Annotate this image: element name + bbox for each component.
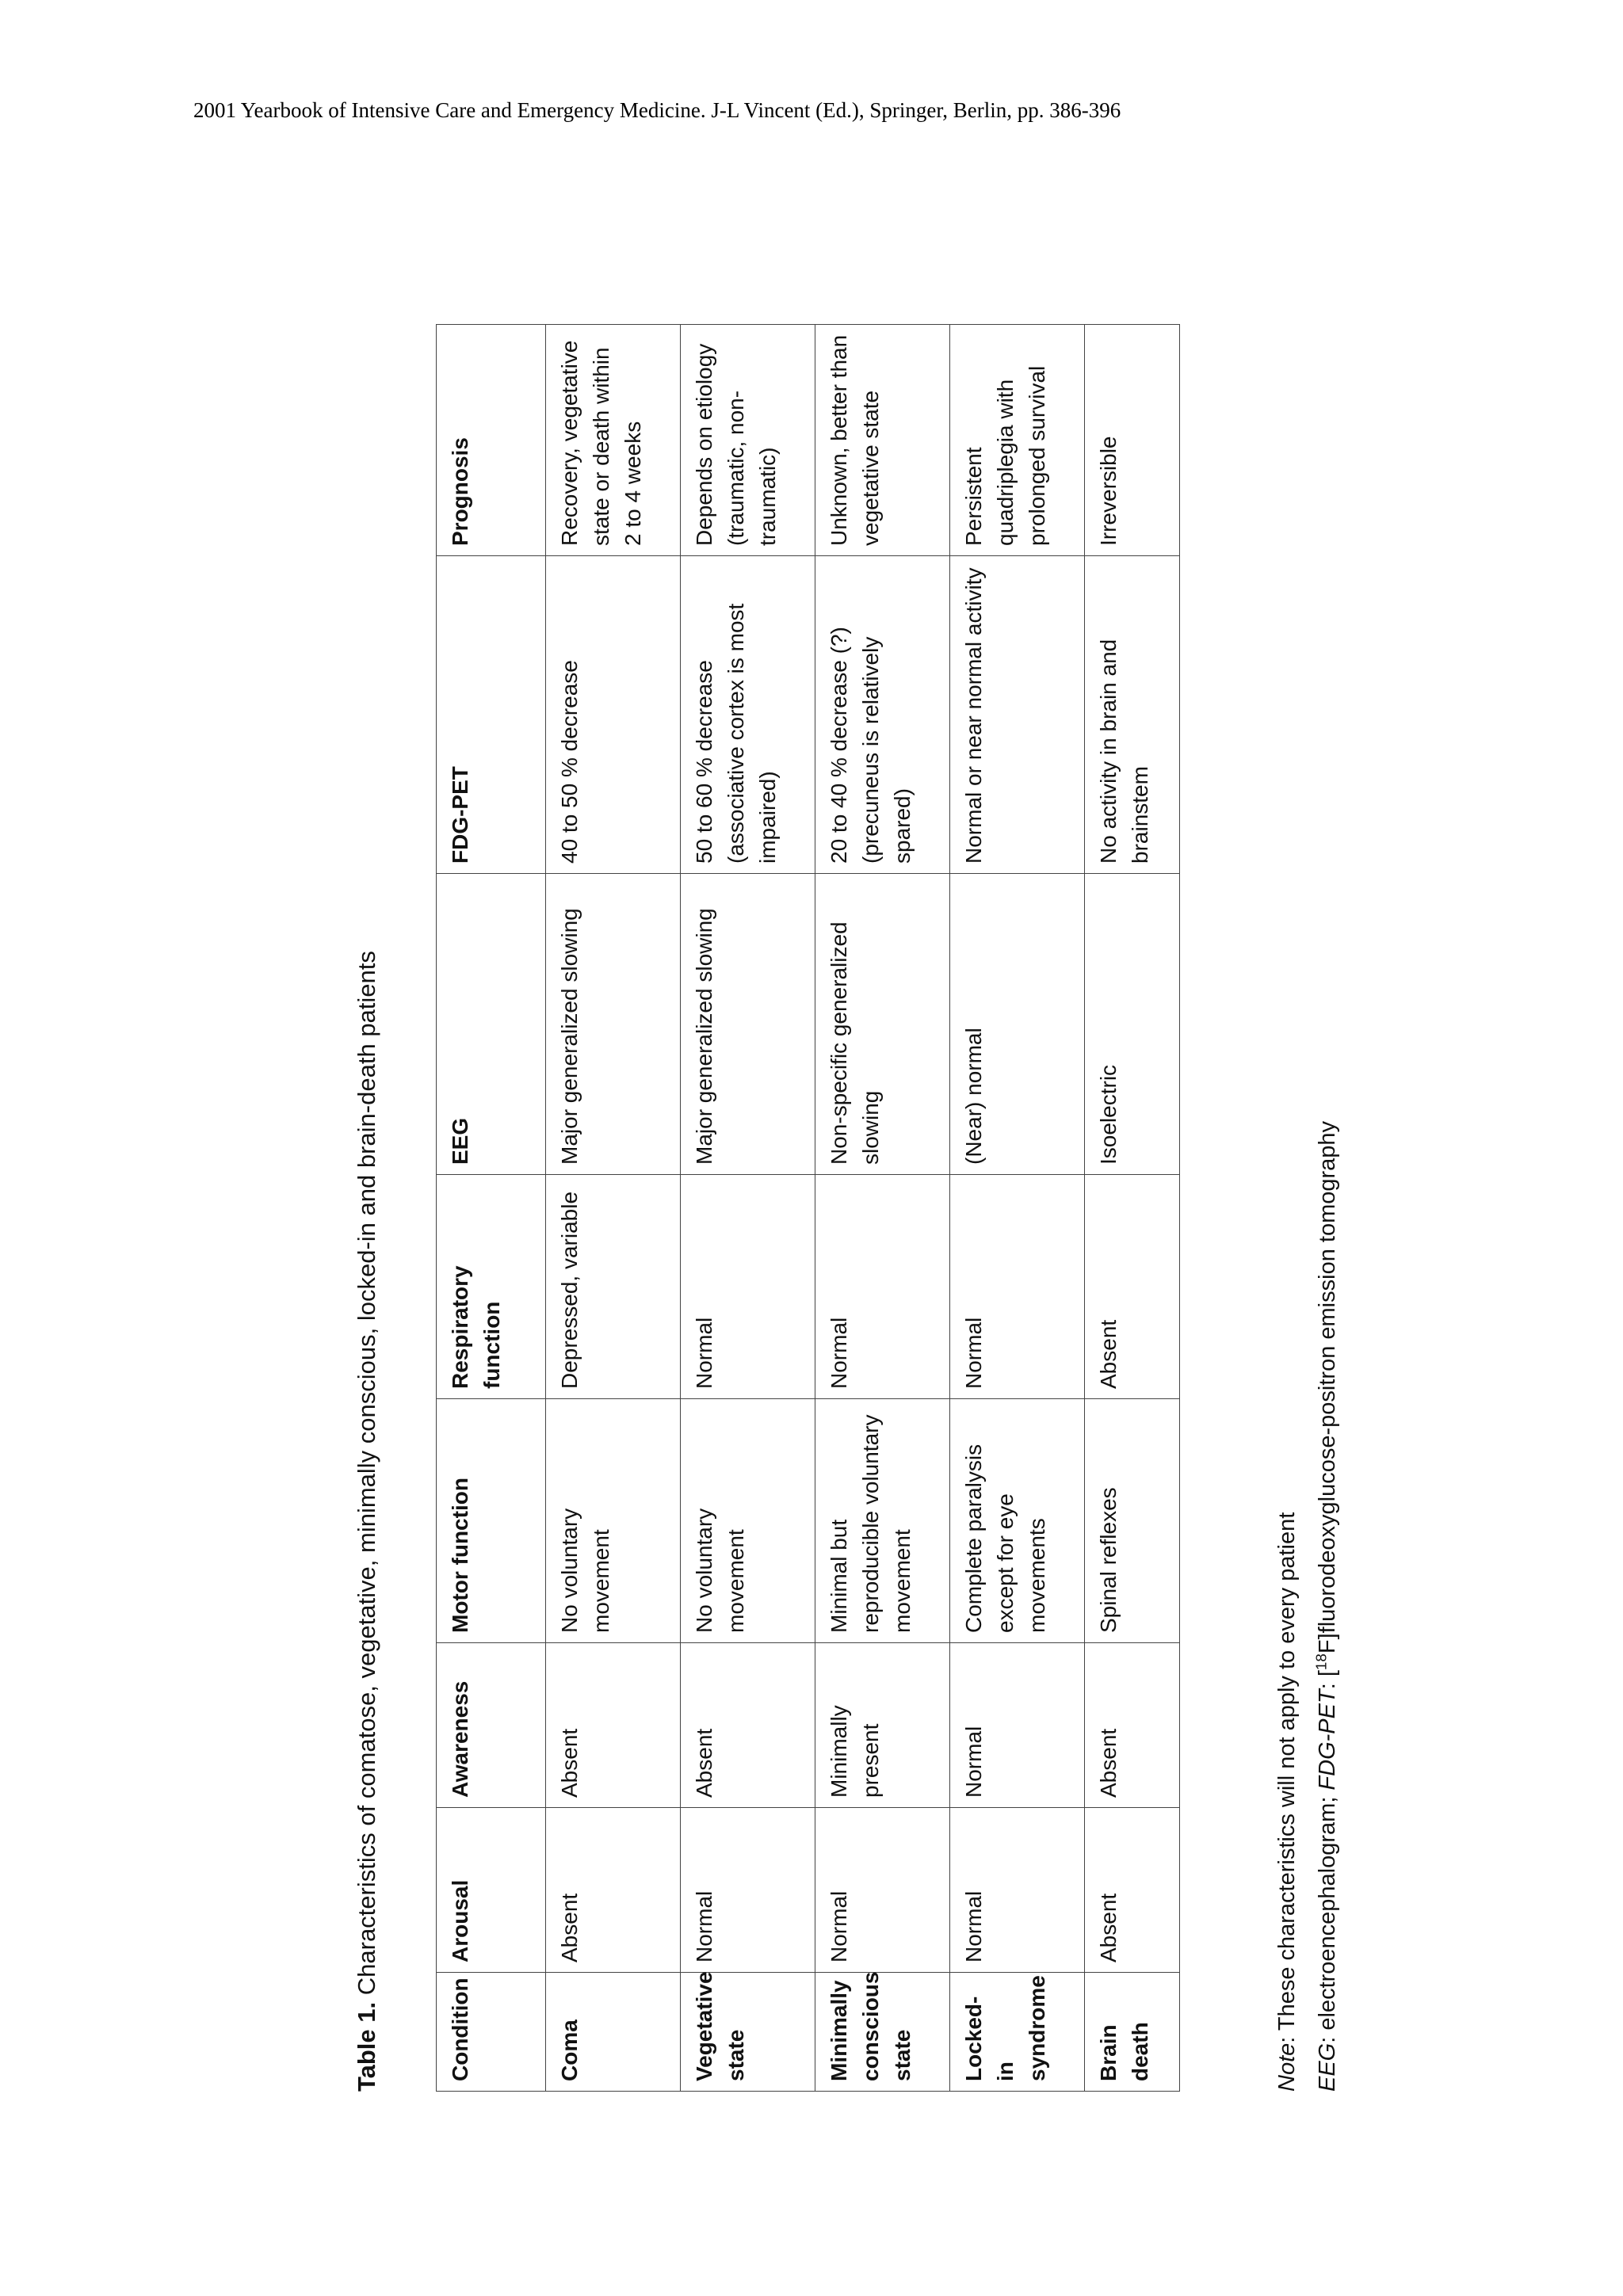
table-cell: Minimal but reproducible voluntary movement	[815, 1399, 950, 1643]
table-cell: Persistent quadriplegia with prolonged survival	[950, 325, 1085, 556]
note-line	[1276, 1121, 1299, 2092]
table-cell: Irreversible	[1085, 325, 1180, 556]
note-text: : These characteristics will not apply to every patient	[1274, 1512, 1300, 2043]
table-cell: Absent	[546, 1808, 681, 1973]
table-row	[546, 325, 681, 2092]
header-cell: Arousal	[437, 1808, 546, 1973]
abbreviations-line	[1312, 1120, 1340, 2092]
table-cell: No voluntary movement	[681, 1399, 815, 1643]
table-cell: Normal or near normal activity	[950, 556, 1085, 874]
table-cell: Normal	[950, 1175, 1085, 1399]
table-row	[950, 325, 1085, 2092]
characteristics-table	[436, 324, 1180, 2092]
table-cell: Non-specific generalized slowing	[815, 874, 950, 1175]
table-cell: (Near) normal	[950, 874, 1085, 1175]
table-cell: Major generalized slowing	[681, 874, 815, 1175]
table-cell: Normal	[815, 1175, 950, 1399]
header-cell: Prognosis	[437, 325, 546, 556]
condition-cell: Coma	[546, 1973, 681, 2092]
table-cell: Absent	[1085, 1808, 1180, 1973]
table-caption-label: Table 1.	[353, 2001, 380, 2092]
table-cell: 50 to 60 % decrease (associative cortex is most impaired)	[681, 556, 815, 874]
header-cell: Motor function	[437, 1399, 546, 1643]
table-cell: Unknown, better than vegetative state	[815, 325, 950, 556]
header-cell: EEG	[437, 874, 546, 1175]
header-cell: FDG-PET	[437, 556, 546, 874]
table-cell: Minimally present	[815, 1643, 950, 1808]
table-row	[1085, 325, 1180, 2092]
table-notes	[1276, 1121, 1357, 2092]
table-cell: 20 to 40 % decrease (?) (precuneus is relatively spared)	[815, 556, 950, 874]
table-cell: Recovery, vegetative state or death within 2 to 4 weeks	[546, 325, 681, 556]
table-cell: No activity in brain and brainstem	[1085, 556, 1180, 874]
table-cell: Depressed, variable	[546, 1175, 681, 1399]
table-cell: Depends on etiology (traumatic, non-traumatic)	[681, 325, 815, 556]
abbr-fdg-pre: : [	[1315, 1670, 1340, 1690]
table-cell: No voluntary movement	[546, 1399, 681, 1643]
table-cell: Normal	[950, 1808, 1085, 1973]
table-cell: Major generalized slowing	[546, 874, 681, 1175]
table-cell: Complete paralysis except for eye movements	[950, 1399, 1085, 1643]
table-cell: Normal	[681, 1175, 815, 1399]
condition-cell: Brain death	[1085, 1973, 1180, 2092]
table-cell: Normal	[681, 1808, 815, 1973]
table-cell: Absent	[546, 1643, 681, 1808]
table-caption	[353, 951, 381, 2092]
rotated-table-block	[242, 226, 1340, 2175]
header-cell: Awareness	[437, 1643, 546, 1808]
table-cell: Isoelectric	[1085, 874, 1180, 1175]
table-header-row	[437, 325, 546, 2092]
table-caption-text: Characteristics of comatose, vegetative, minimally conscious, locked-in and brain-death patients	[353, 951, 380, 2002]
condition-cell: Minimally conscious state	[815, 1973, 950, 2092]
abbr-fdg-label: FDG-PET	[1315, 1689, 1340, 1791]
table-row	[681, 325, 815, 2092]
table-row	[815, 325, 950, 2092]
table-cell: Absent	[1085, 1175, 1180, 1399]
table-cell: Normal	[815, 1808, 950, 1973]
condition-cell: Locked-in syndrome	[950, 1973, 1085, 2092]
table-cell: Absent	[681, 1643, 815, 1808]
table-cell: Spinal reflexes	[1085, 1399, 1180, 1643]
header-cell: Condition	[437, 1973, 546, 2092]
running-head: 2001 Yearbook of Intensive Care and Emergency Medicine. J-L Vincent (Ed.), Springer, Berlin, pp. 386-396	[193, 98, 1121, 122]
table-cell: Normal	[950, 1643, 1085, 1808]
table-cell: 40 to 50 % decrease	[546, 556, 681, 874]
table-cell: Absent	[1085, 1643, 1180, 1808]
abbr-eeg-label: EEG	[1315, 2042, 1340, 2092]
condition-cell: Vegetative state	[681, 1973, 815, 2092]
abbr-eeg-text: : electroencephalogram;	[1315, 1790, 1340, 2043]
abbr-fdg-text: F]fluorodeoxyglucose-positron emission tomography	[1315, 1120, 1340, 1654]
note-label: Note	[1274, 2042, 1300, 2092]
header-cell: Respiratory function	[437, 1175, 546, 1399]
abbr-fdg-superscript: 18	[1312, 1653, 1330, 1671]
